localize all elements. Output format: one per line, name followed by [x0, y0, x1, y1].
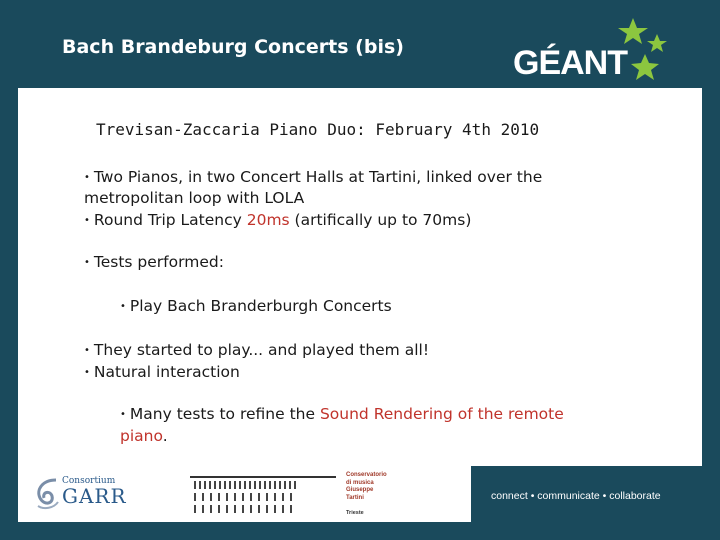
bullet-text: Tests performed:: [93, 253, 224, 271]
slide-header: [0, 0, 720, 88]
bullet-dot: •: [84, 172, 90, 183]
many-tests-line2-post: .: [162, 427, 168, 445]
bullet-text: They started to play... and played them all!: [93, 341, 430, 359]
bullet-dot: •: [84, 215, 90, 226]
conservatorio-line: Giuseppe: [346, 487, 374, 493]
sub-bullet-many-tests-line2: [120, 427, 168, 445]
conservatorio-city: Trieste: [346, 510, 364, 516]
bullet-text: Play Bach Branderburgh Concerts: [129, 297, 392, 315]
bullet-natural: [84, 363, 240, 381]
sub-bullet-play-bach: [120, 297, 392, 315]
bullet-dot: •: [120, 301, 126, 312]
slide-subtitle: Trevisan-Zaccaria Piano Duo: February 4th 2010: [96, 120, 540, 139]
garr-consortium-text: Consortium: [62, 476, 116, 486]
garr-name-text: GARR: [62, 484, 127, 508]
geant-logo-text: GÉANT: [513, 44, 627, 82]
latency-pre: Round Trip Latency: [93, 211, 247, 229]
bullet-dot: •: [84, 345, 90, 356]
many-tests-line2-highlight: piano: [120, 427, 163, 445]
many-tests-pre: Many tests to refine the: [129, 405, 320, 423]
bullet-dot: •: [120, 409, 126, 420]
logo-star-medium: [631, 54, 659, 80]
conservatorio-building-icon: [190, 472, 340, 516]
slide-title: Bach Brandeburg Concerts (bis): [62, 36, 404, 58]
sub-bullet-many-tests-line1: [120, 405, 564, 423]
logo-star-large: [618, 18, 648, 44]
bullet-tests: [84, 253, 224, 271]
slide-footer: [18, 466, 702, 522]
garr-logo: [32, 470, 142, 514]
many-tests-highlight: Sound Rendering of the remote: [319, 405, 564, 423]
latency-highlight: 20ms: [246, 211, 290, 229]
bullet-started: [84, 341, 429, 359]
bullet-dot: •: [84, 257, 90, 268]
conservatorio-line: Conservatorio: [346, 472, 387, 478]
bullet-two-pianos-line2: metropolitan loop with LOLA: [84, 189, 305, 207]
conservatorio-line: di musica: [346, 479, 374, 486]
bullet-two-pianos-line1: [84, 168, 542, 186]
slide-content: [18, 88, 702, 466]
bullet-text: Two Pianos, in two Concert Halls at Tartini, linked over the: [93, 168, 543, 186]
garr-swirl-icon: [32, 476, 62, 512]
bullet-latency: [84, 211, 471, 229]
logo-star-small: [647, 34, 667, 52]
latency-post: (artifically up to 70ms): [289, 211, 472, 229]
conservatorio-logo: [190, 472, 387, 516]
footer-tagline: connect • communicate • collaborate: [491, 490, 661, 502]
bullet-dot: •: [84, 367, 90, 378]
geant-logo: [505, 14, 675, 86]
bullet-text: Natural interaction: [93, 363, 240, 381]
conservatorio-line: Tartini: [346, 494, 364, 501]
conservatorio-text: [346, 472, 387, 502]
